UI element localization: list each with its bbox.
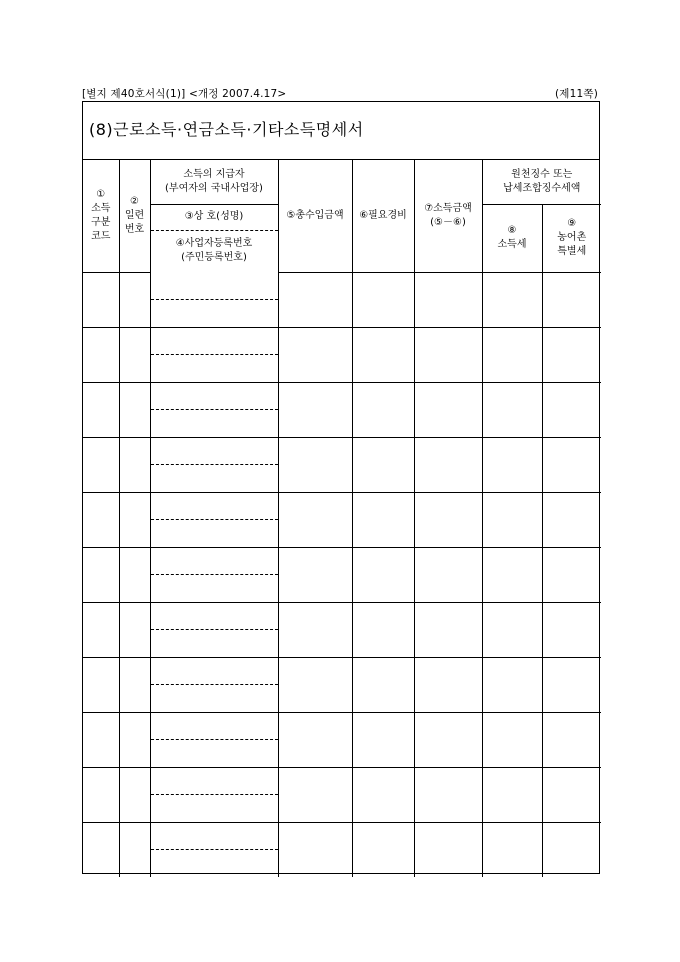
registration-number-field[interactable] — [151, 300, 278, 327]
serial-cell[interactable] — [119, 327, 150, 382]
serial-cell[interactable] — [119, 492, 150, 547]
registration-number-field[interactable] — [151, 520, 278, 547]
income-tax-cell[interactable] — [482, 822, 542, 877]
serial-cell[interactable] — [119, 272, 150, 327]
serial-cell[interactable] — [119, 657, 150, 712]
expenses-cell[interactable] — [352, 547, 414, 602]
company-name-field[interactable] — [151, 328, 278, 356]
form-reference: [별지 제40호서식(1)] <개정 2007.4.17> — [82, 88, 287, 100]
rural-tax-cell[interactable] — [542, 657, 601, 712]
income-tax-cell[interactable] — [482, 547, 542, 602]
payer-cell[interactable] — [150, 822, 278, 877]
registration-number-field[interactable] — [151, 850, 278, 877]
col-expenses-header: ⑥필요경비 — [352, 160, 414, 272]
income-code-cell[interactable] — [83, 327, 119, 382]
serial-cell[interactable] — [119, 547, 150, 602]
col-serial-header: ② 일련 번호 — [119, 160, 150, 272]
registration-number-field[interactable] — [151, 685, 278, 712]
income-amount-cell[interactable] — [414, 657, 482, 712]
total-income-cell[interactable] — [278, 547, 352, 602]
company-name-field[interactable] — [151, 603, 278, 631]
income-amount-cell[interactable] — [414, 602, 482, 657]
income-code-cell[interactable] — [83, 547, 119, 602]
col-company-name-header: ③상 호(성명) — [150, 204, 278, 230]
total-income-cell[interactable] — [278, 437, 352, 492]
company-name-field[interactable] — [151, 272, 278, 300]
expenses-cell[interactable] — [352, 767, 414, 822]
rural-tax-cell[interactable] — [542, 492, 601, 547]
table-row — [83, 712, 601, 767]
payer-cell[interactable] — [150, 272, 278, 327]
rural-tax-cell[interactable] — [542, 547, 601, 602]
total-income-cell[interactable] — [278, 382, 352, 437]
income-amount-cell[interactable] — [414, 547, 482, 602]
registration-number-field[interactable] — [151, 740, 278, 767]
total-income-cell[interactable] — [278, 712, 352, 767]
income-tax-cell[interactable] — [482, 657, 542, 712]
rural-tax-cell[interactable] — [542, 602, 601, 657]
income-code-cell[interactable] — [83, 822, 119, 877]
col-payer-header: 소득의 지급자 (부여자의 국내사업장) — [150, 160, 278, 204]
income-amount-cell[interactable] — [414, 767, 482, 822]
payer-cell[interactable] — [150, 712, 278, 767]
rural-tax-cell[interactable] — [542, 272, 601, 327]
serial-cell[interactable] — [119, 437, 150, 492]
income-code-cell[interactable] — [83, 492, 119, 547]
rural-tax-cell[interactable] — [542, 437, 601, 492]
income-code-cell[interactable] — [83, 272, 119, 327]
serial-cell[interactable] — [119, 382, 150, 437]
rural-tax-cell[interactable] — [542, 382, 601, 437]
serial-cell[interactable] — [119, 822, 150, 877]
table-row — [83, 327, 601, 382]
registration-number-field[interactable] — [151, 575, 278, 602]
company-name-field[interactable] — [151, 493, 278, 521]
payer-cell[interactable] — [150, 767, 278, 822]
col-withholding-header: 원천징수 또는 납세조합징수세액 — [482, 160, 601, 204]
total-income-cell[interactable] — [278, 602, 352, 657]
expenses-cell[interactable] — [352, 602, 414, 657]
rural-tax-cell[interactable] — [542, 712, 601, 767]
expenses-cell[interactable] — [352, 272, 414, 327]
expenses-cell[interactable] — [352, 437, 414, 492]
income-amount-cell[interactable] — [414, 437, 482, 492]
table-row — [83, 602, 601, 657]
income-tax-cell[interactable] — [482, 437, 542, 492]
income-tax-cell[interactable] — [482, 327, 542, 382]
payer-cell[interactable] — [150, 327, 278, 382]
payer-cell[interactable] — [150, 437, 278, 492]
expenses-cell[interactable] — [352, 657, 414, 712]
rural-tax-cell[interactable] — [542, 767, 601, 822]
income-amount-cell[interactable] — [414, 272, 482, 327]
form-reference-line — [82, 86, 600, 101]
income-amount-cell[interactable] — [414, 492, 482, 547]
table-row — [83, 382, 601, 437]
expenses-cell[interactable] — [352, 712, 414, 767]
table-row — [83, 547, 601, 602]
total-income-cell[interactable] — [278, 327, 352, 382]
income-amount-cell[interactable] — [414, 712, 482, 767]
registration-number-field[interactable] — [151, 410, 278, 437]
col-registration-number-header: ④사업자등록번호 (주민등록번호) — [150, 230, 278, 272]
income-statement-form — [82, 101, 600, 874]
rural-tax-cell[interactable] — [542, 822, 601, 877]
col-total-income-header: ⑤총수입금액 — [278, 160, 352, 272]
form-title: (8)근로소득·연금소득·기타소득명세서 — [83, 102, 599, 160]
table-row — [83, 272, 601, 327]
col-income-amount-header: ⑦소득금액 (⑤－⑥) — [414, 160, 482, 272]
income-table — [83, 160, 601, 877]
income-amount-cell[interactable] — [414, 382, 482, 437]
company-name-field[interactable] — [151, 438, 278, 466]
income-tax-cell[interactable] — [482, 382, 542, 437]
income-code-cell[interactable] — [83, 712, 119, 767]
expenses-cell[interactable] — [352, 327, 414, 382]
payer-cell[interactable] — [150, 602, 278, 657]
serial-cell[interactable] — [119, 712, 150, 767]
total-income-cell[interactable] — [278, 492, 352, 547]
income-tax-cell[interactable] — [482, 492, 542, 547]
total-income-cell[interactable] — [278, 272, 352, 327]
payer-cell[interactable] — [150, 492, 278, 547]
income-code-cell[interactable] — [83, 602, 119, 657]
col-income-code-header: ① 소득 구분 코드 — [83, 160, 119, 272]
registration-number-field[interactable] — [151, 465, 278, 492]
income-amount-cell[interactable] — [414, 822, 482, 877]
payer-cell[interactable] — [150, 657, 278, 712]
income-tax-cell[interactable] — [482, 272, 542, 327]
page-number: (제11쪽) — [554, 88, 598, 100]
company-name-field[interactable] — [151, 768, 278, 796]
expenses-cell[interactable] — [352, 822, 414, 877]
serial-cell[interactable] — [119, 767, 150, 822]
serial-cell[interactable] — [119, 602, 150, 657]
income-code-cell[interactable] — [83, 437, 119, 492]
total-income-cell[interactable] — [278, 657, 352, 712]
payer-cell[interactable] — [150, 382, 278, 437]
expenses-cell[interactable] — [352, 382, 414, 437]
income-tax-cell[interactable] — [482, 712, 542, 767]
total-income-cell[interactable] — [278, 822, 352, 877]
company-name-field[interactable] — [151, 658, 278, 686]
registration-number-field[interactable] — [151, 795, 278, 822]
table-row — [83, 437, 601, 492]
income-amount-cell[interactable] — [414, 327, 482, 382]
table-row — [83, 657, 601, 712]
income-tax-cell[interactable] — [482, 602, 542, 657]
income-tax-cell[interactable] — [482, 767, 542, 822]
income-code-cell[interactable] — [83, 657, 119, 712]
company-name-field[interactable] — [151, 713, 278, 741]
table-row — [83, 822, 601, 877]
company-name-field[interactable] — [151, 383, 278, 411]
income-code-cell[interactable] — [83, 767, 119, 822]
rural-tax-cell[interactable] — [542, 327, 601, 382]
col-rural-tax-header: ⑨ 농어촌 특별세 — [542, 204, 601, 272]
company-name-field[interactable] — [151, 548, 278, 576]
expenses-cell[interactable] — [352, 492, 414, 547]
registration-number-field[interactable] — [151, 630, 278, 657]
payer-cell[interactable] — [150, 547, 278, 602]
income-code-cell[interactable] — [83, 382, 119, 437]
table-row — [83, 492, 601, 547]
registration-number-field[interactable] — [151, 355, 278, 382]
company-name-field[interactable] — [151, 823, 278, 851]
col-income-tax-header: ⑧ 소득세 — [482, 204, 542, 272]
table-row — [83, 767, 601, 822]
total-income-cell[interactable] — [278, 767, 352, 822]
